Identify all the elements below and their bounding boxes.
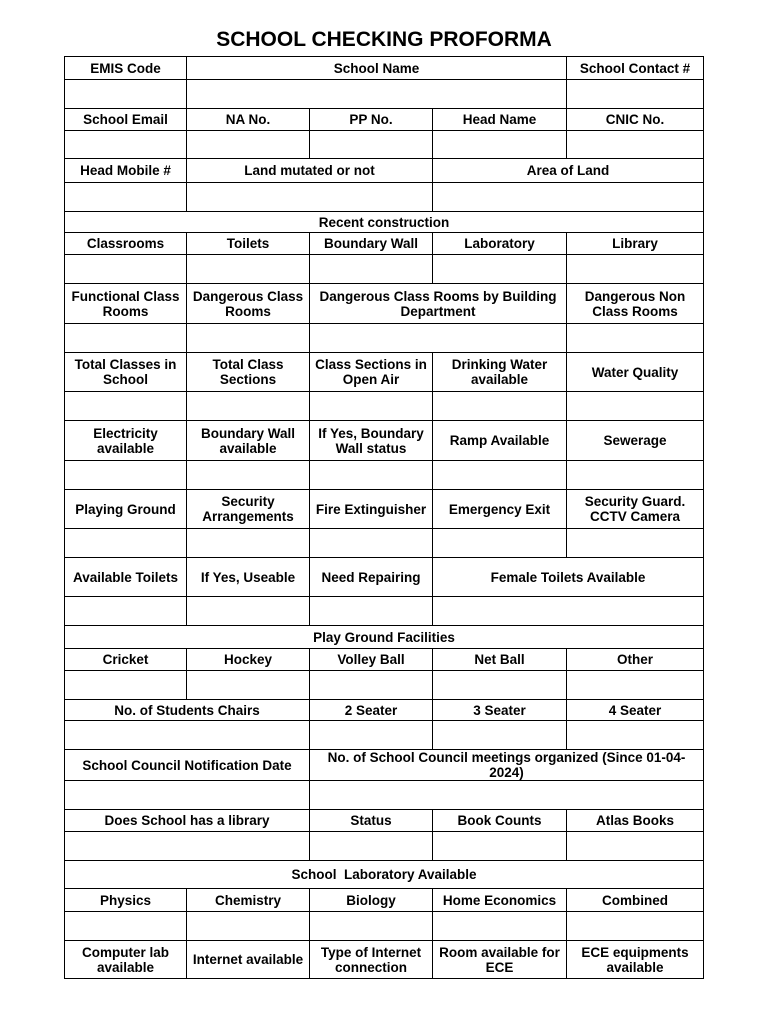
entry-row — [65, 80, 704, 109]
header-row-ict-ece — [65, 941, 704, 979]
fire-extinguisher-field[interactable] — [310, 529, 433, 558]
need-repairing-label: Need Repairing — [310, 558, 433, 597]
chemistry-label: Chemistry — [187, 889, 310, 912]
water-quality-field[interactable] — [567, 392, 704, 421]
entry-row — [65, 781, 704, 810]
header-row-toilets — [65, 558, 704, 597]
ramp-available-field[interactable] — [433, 461, 567, 490]
head-name-field[interactable] — [433, 131, 567, 159]
header-row-land — [65, 159, 704, 183]
dangerous-class-rooms-field[interactable] — [187, 324, 310, 353]
entry-row — [65, 597, 704, 626]
pp-no-label: PP No. — [310, 109, 433, 131]
library-label: Library — [567, 233, 704, 255]
two-seater-field[interactable] — [310, 721, 433, 750]
chemistry-field[interactable] — [187, 912, 310, 941]
school-name-label: School Name — [187, 57, 567, 80]
boundary-wall-status-label: If Yes, Boundary Wall status — [310, 421, 433, 461]
council-meetings-label: No. of School Council meetings organized (Since 01-04-2024) — [310, 750, 704, 781]
total-classes-label: Total Classes in School — [65, 353, 187, 392]
pp-no-field[interactable] — [310, 131, 433, 159]
sewerage-label: Sewerage — [567, 421, 704, 461]
total-class-sections-label: Total Class Sections — [187, 353, 310, 392]
available-toilets-label: Available Toilets — [65, 558, 187, 597]
area-of-land-label: Area of Land — [433, 159, 704, 183]
recent-construction-heading: Recent construction — [65, 212, 704, 233]
room-for-ece-label: Room available for ECE — [433, 941, 567, 979]
need-repairing-field[interactable] — [310, 597, 433, 626]
net-ball-label: Net Ball — [433, 649, 567, 671]
functional-class-rooms-label: Functional Class Rooms — [65, 284, 187, 324]
header-row-construction — [65, 233, 704, 255]
header-row-labs — [65, 889, 704, 912]
boundary-wall-field[interactable] — [310, 255, 433, 284]
biology-field[interactable] — [310, 912, 433, 941]
dangerous-non-class-rooms-field[interactable] — [567, 324, 704, 353]
home-economics-field[interactable] — [433, 912, 567, 941]
entry-row — [65, 324, 704, 353]
ramp-available-label: Ramp Available — [433, 421, 567, 461]
book-counts-label: Book Counts — [433, 810, 567, 832]
sections-open-air-label: Class Sections in Open Air — [310, 353, 433, 392]
page-title: SCHOOL CHECKING PROFORMA — [216, 28, 552, 51]
na-no-field[interactable] — [187, 131, 310, 159]
header-row-identity — [65, 109, 704, 131]
boundary-wall-status-field[interactable] — [310, 461, 433, 490]
header-row-safety — [65, 490, 704, 529]
entry-row — [65, 671, 704, 700]
three-seater-field[interactable] — [433, 721, 567, 750]
security-guard-cctv-label: Security Guard. CCTV Camera — [567, 490, 704, 529]
boundary-wall-available-label: Boundary Wall available — [187, 421, 310, 461]
area-of-land-field[interactable] — [433, 183, 704, 212]
hockey-label: Hockey — [187, 649, 310, 671]
net-ball-field[interactable] — [433, 671, 567, 700]
entry-row — [65, 529, 704, 558]
four-seater-label: 4 Seater — [567, 700, 704, 721]
classrooms-label: Classrooms — [65, 233, 187, 255]
land-mutated-field[interactable] — [187, 183, 433, 212]
section-row-laboratory — [65, 861, 704, 889]
head-mobile-field[interactable] — [65, 183, 187, 212]
physics-label: Physics — [65, 889, 187, 912]
entry-row — [65, 721, 704, 750]
internet-available-label: Internet available — [187, 941, 310, 979]
cnic-no-label: CNIC No. — [567, 109, 704, 131]
has-library-label: Does School has a library — [65, 810, 310, 832]
combined-label: Combined — [567, 889, 704, 912]
entry-row — [65, 131, 704, 159]
toilets-label: Toilets — [187, 233, 310, 255]
electricity-field[interactable] — [65, 461, 187, 490]
students-chairs-label: No. of Students Chairs — [65, 700, 310, 721]
boundary-wall-available-field[interactable] — [187, 461, 310, 490]
council-notification-date-label: School Council Notification Date — [65, 750, 310, 781]
entry-row — [65, 255, 704, 284]
drinking-water-label: Drinking Water available — [433, 353, 567, 392]
security-arrangements-field[interactable] — [187, 529, 310, 558]
na-no-label: NA No. — [187, 109, 310, 131]
head-name-label: Head Name — [433, 109, 567, 131]
sewerage-field[interactable] — [567, 461, 704, 490]
female-toilets-label: Female Toilets Available — [433, 558, 704, 597]
play-ground-heading: Play Ground Facilities — [65, 626, 704, 649]
volley-ball-label: Volley Ball — [310, 649, 433, 671]
school-contact-label: School Contact # — [567, 57, 704, 80]
atlas-books-field[interactable] — [567, 832, 704, 861]
cricket-field[interactable] — [65, 671, 187, 700]
council-notification-date-field[interactable] — [65, 781, 310, 810]
two-seater-label: 2 Seater — [310, 700, 433, 721]
header-row-library — [65, 810, 704, 832]
header-row-rooms — [65, 284, 704, 324]
biology-label: Biology — [310, 889, 433, 912]
other-label: Other — [567, 649, 704, 671]
has-library-field[interactable] — [65, 832, 310, 861]
dangerous-non-class-rooms-label: Dangerous Non Class Rooms — [567, 284, 704, 324]
header-row-council — [65, 750, 704, 781]
cnic-no-field[interactable] — [567, 131, 704, 159]
entry-row — [65, 392, 704, 421]
combined-field[interactable] — [567, 912, 704, 941]
emergency-exit-field[interactable] — [433, 529, 567, 558]
library-status-field[interactable] — [310, 832, 433, 861]
students-chairs-field[interactable] — [65, 721, 310, 750]
ece-equipments-label: ECE equipments available — [567, 941, 704, 979]
three-seater-label: 3 Seater — [433, 700, 567, 721]
functional-class-rooms-field[interactable] — [65, 324, 187, 353]
school-contact-field[interactable] — [567, 80, 704, 109]
header-row-classes — [65, 353, 704, 392]
header-row-chairs — [65, 700, 704, 721]
physics-field[interactable] — [65, 912, 187, 941]
library-field[interactable] — [567, 255, 704, 284]
drinking-water-field[interactable] — [433, 392, 567, 421]
entry-row — [65, 832, 704, 861]
available-toilets-field[interactable] — [65, 597, 187, 626]
computer-lab-label: Computer lab available — [65, 941, 187, 979]
land-mutated-label: Land mutated or not — [187, 159, 433, 183]
school-email-field[interactable] — [65, 131, 187, 159]
security-guard-cctv-field[interactable] — [567, 529, 704, 558]
emis-code-label: EMIS Code — [65, 57, 187, 80]
entry-row — [65, 461, 704, 490]
header-row-sports — [65, 649, 704, 671]
security-arrangements-label: Security Arrangements — [187, 490, 310, 529]
book-counts-field[interactable] — [433, 832, 567, 861]
dangerous-rooms-building-dept-field[interactable] — [310, 324, 567, 353]
internet-connection-type-label: Type of Internet connection — [310, 941, 433, 979]
laboratory-field[interactable] — [433, 255, 567, 284]
entry-row — [65, 183, 704, 212]
toilets-useable-label: If Yes, Useable — [187, 558, 310, 597]
emergency-exit-label: Emergency Exit — [433, 490, 567, 529]
proforma-table — [64, 56, 704, 979]
school-name-field[interactable] — [187, 80, 567, 109]
electricity-label: Electricity available — [65, 421, 187, 461]
emis-code-field[interactable] — [65, 80, 187, 109]
head-mobile-label: Head Mobile # — [65, 159, 187, 183]
four-seater-field[interactable] — [567, 721, 704, 750]
atlas-books-label: Atlas Books — [567, 810, 704, 832]
lab-available-heading: School Laboratory Available — [65, 861, 704, 889]
laboratory-label: Laboratory — [433, 233, 567, 255]
hockey-field[interactable] — [187, 671, 310, 700]
female-toilets-field[interactable] — [433, 597, 704, 626]
library-status-label: Status — [310, 810, 433, 832]
dangerous-class-rooms-label: Dangerous Class Rooms — [187, 284, 310, 324]
entry-row — [65, 912, 704, 941]
sections-open-air-field[interactable] — [310, 392, 433, 421]
council-meetings-field[interactable] — [310, 781, 704, 810]
playing-ground-field[interactable] — [65, 529, 187, 558]
dangerous-rooms-building-dept-label: Dangerous Class Rooms by Building Department — [310, 284, 567, 324]
fire-extinguisher-label: Fire Extinguisher — [310, 490, 433, 529]
volley-ball-field[interactable] — [310, 671, 433, 700]
total-class-sections-field[interactable] — [187, 392, 310, 421]
boundary-wall-label: Boundary Wall — [310, 233, 433, 255]
header-row-utilities — [65, 421, 704, 461]
section-row-play-ground — [65, 626, 704, 649]
section-row-recent-construction — [65, 212, 704, 233]
water-quality-label: Water Quality — [567, 353, 704, 392]
other-field[interactable] — [567, 671, 704, 700]
header-row-basic-info — [65, 57, 704, 80]
school-email-label: School Email — [65, 109, 187, 131]
toilets-useable-field[interactable] — [187, 597, 310, 626]
cricket-label: Cricket — [65, 649, 187, 671]
playing-ground-label: Playing Ground — [65, 490, 187, 529]
total-classes-field[interactable] — [65, 392, 187, 421]
classrooms-field[interactable] — [65, 255, 187, 284]
toilets-field[interactable] — [187, 255, 310, 284]
home-economics-label: Home Economics — [433, 889, 567, 912]
